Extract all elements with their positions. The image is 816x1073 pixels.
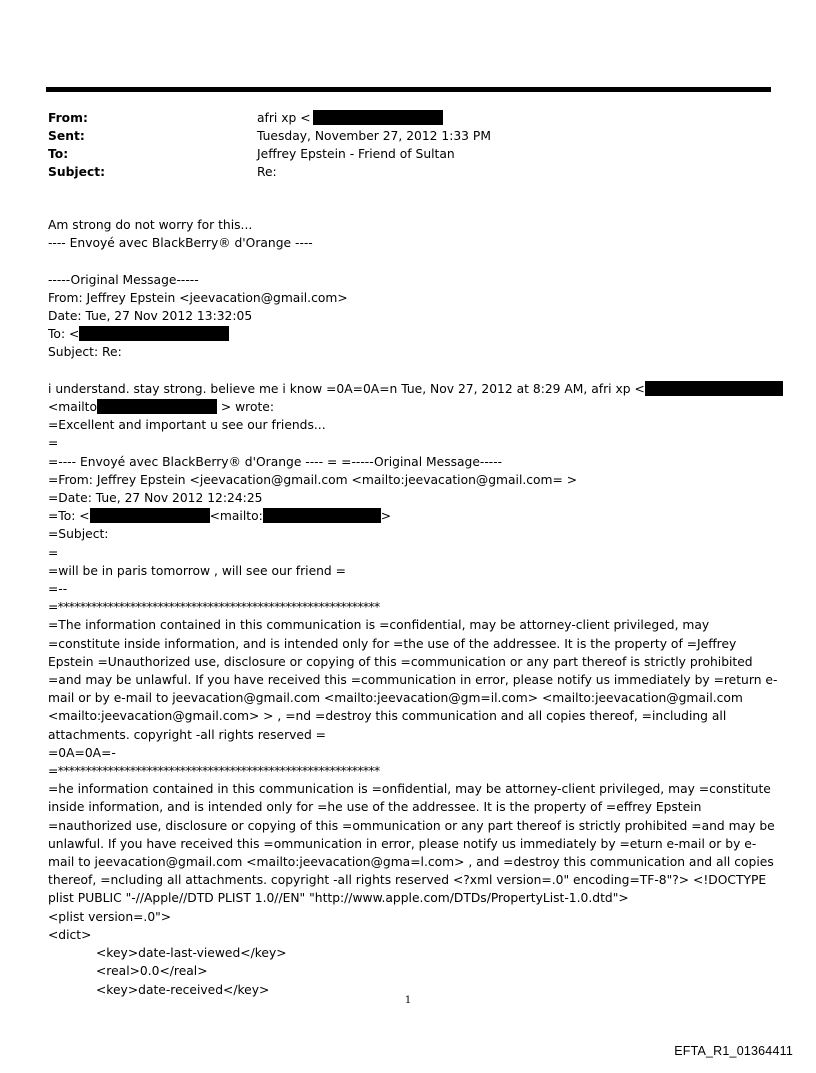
email-body bbox=[48, 216, 778, 999]
to-value: Jeffrey Epstein - Friend of Sultan bbox=[257, 147, 455, 161]
body-line: <key>date-received</key> bbox=[96, 982, 270, 997]
body-line: = bbox=[48, 545, 59, 560]
body-line: Subject: Re: bbox=[48, 345, 122, 360]
body-line: <dict> bbox=[48, 927, 92, 942]
sent-label: Sent: bbox=[48, 129, 85, 143]
subject-label: Subject: bbox=[48, 165, 106, 179]
body-line: Date: Tue, 27 Nov 2012 13:32:05 bbox=[48, 309, 253, 323]
body-line: =-- bbox=[48, 582, 68, 597]
body-line: ---- Envoyé avec BlackBerry® d'Orange ---- bbox=[48, 236, 313, 251]
body-line: =Subject: bbox=[48, 527, 109, 542]
body-line: -----Original Message----- bbox=[48, 272, 199, 287]
page-number: 1 bbox=[404, 995, 412, 1006]
sent-value: Tuesday, November 27, 2012 1:33 PM bbox=[257, 129, 491, 143]
subject-value: Re: bbox=[257, 165, 277, 179]
from-value: afri xp < bbox=[257, 109, 443, 127]
body-line: <plist version=.0"> bbox=[48, 909, 172, 924]
body-line: = bbox=[48, 436, 59, 451]
body-line: =will be in paris tomorrow , will see our friend = bbox=[48, 563, 346, 578]
body-line: <mailto > wrote: bbox=[48, 400, 275, 414]
body-line: =From: Jeffrey Epstein <jeevacation@gmail.com <mailto:jeevacation@gmail.com= > bbox=[48, 472, 578, 487]
body-line: =---- Envoyé avec BlackBerry® d'Orange ---- = =-----Original Message----- bbox=[48, 454, 503, 469]
body-line: Am strong do not worry for this... bbox=[48, 218, 253, 232]
redaction-box bbox=[90, 508, 210, 523]
body-line: =To: < <mailto: > bbox=[48, 509, 392, 524]
body-line: =Excellent and important u see our friends... bbox=[48, 418, 326, 433]
body-line: =0A=0A=- bbox=[48, 745, 116, 760]
body-line: From: Jeffrey Epstein <jeevacation@gmail.com> bbox=[48, 290, 348, 305]
disclaimer-paragraph: =The information contained in this communication is =confidential, may be attorney-client privileged, may =constitute inside information, and is intended only for =the use of the addressee. It is the property of =Jeffrey Epstein =Unauthorized use, disclosure or copying of this =communication or any part thereof is strictly prohibited =and may be unlawful. If you have received this =communication in error, please notify us immediately by =return e-mail or by e-mail to jeevacation@gmail.com <mailto:jeevacation@gm=il.com> <mailto:jeevacation@gmail.com <mailto:jeevacation@gmail.com> > , =nd =destroy this communication and all copies thereof, =including all attachments. copyright -all rights reserved = bbox=[48, 618, 778, 742]
redaction-box bbox=[645, 381, 783, 396]
body-line: =Date: Tue, 27 Nov 2012 12:24:25 bbox=[48, 491, 263, 506]
body-line: <key>date-last-viewed</key> bbox=[96, 946, 287, 961]
disclaimer-paragraph: =he information contained in this communication is =onfidential, may be attorney-client privileged, may =constitute inside information, and is intended only for =he use of the addressee. It is the property of =effrey Epstein =nauthorized use, disclosure or copying of this =ommunication or any part thereof is strictly prohibited =and may be unlawful. If you have received this =ommunication in error, please notify us immediately by =eturn e-mail or by e-mail to jeevacation@gmail.com <mailto:jeevacation@gma=l.com> , and =destroy this communication and all copies thereof, =ncluding all attachments. copyright -all rights reserved <?xml version=.0" encoding=TF-8"?> <!DOCTYPE plist PUBLIC "-//Apple//DTD PLIST 1.0//EN" "http://www.apple.com/DTDs/PropertyList-1.0.dtd"> bbox=[48, 782, 775, 906]
header-rule bbox=[46, 87, 771, 92]
redaction-box bbox=[79, 326, 229, 341]
document-id: EFTA_R1_01364411 bbox=[674, 1044, 793, 1058]
body-line: =********************************************************** bbox=[48, 764, 380, 779]
body-line: =********************************************************** bbox=[48, 600, 380, 615]
to-label: To: bbox=[48, 147, 69, 161]
redaction-box bbox=[97, 399, 217, 414]
body-line: i understand. stay strong. believe me i know =0A=0A=n Tue, Nov 27, 2012 at 8:29 AM, afri xp < bbox=[48, 380, 778, 398]
body-line: <real>0.0</real> bbox=[96, 964, 208, 979]
redaction-box bbox=[313, 110, 443, 125]
body-line: To: < bbox=[48, 325, 778, 343]
redaction-box bbox=[263, 508, 381, 523]
from-label: From: bbox=[48, 111, 88, 125]
